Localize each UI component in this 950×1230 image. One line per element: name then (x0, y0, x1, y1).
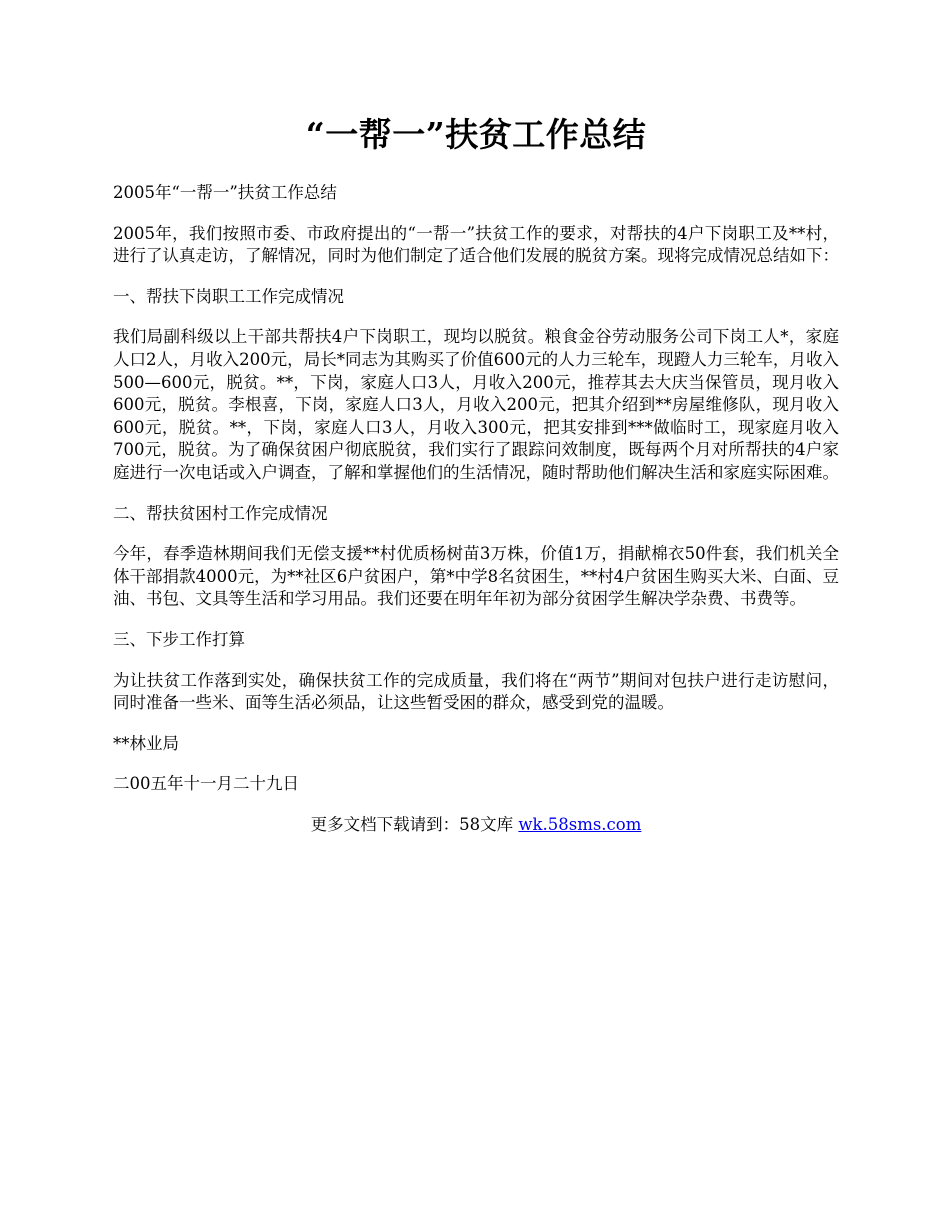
section3-heading: 三、下步工作打算 (113, 629, 245, 649)
section3-body: 为让扶贫工作落到实处，确保扶贫工作的完成质量，我们将在“两节”期间对包扶户进行走访慰问，同时准备一些米、面等生活必须品，让这些暂受困的群众，感受到党的温暖。 (113, 670, 839, 713)
download-footer (113, 814, 839, 837)
section2-heading: 二、帮扶贫困村工作完成情况 (113, 503, 328, 523)
footer-link[interactable]: wk.58sms.com (518, 814, 642, 834)
section1-body: 我们局副科级以上干部共帮扶4户下岗职工，现均以脱贫。粮食金谷劳动服务公司下岗工人*，家庭人口2人，月收入200元，局长*同志为其购买了价值600元的人力三轮车，现蹬人力三轮车，月收入500—600元，脱贫。**，下岗，家庭人口3人，月收入200元，推荐其去大庆当保管员，现月收入600元，脱贫。李根喜，下岗，家庭人口3人，月收入200元，把其介绍到**房屋维修队，现月收入600元，脱贫。**，下岗，家庭人口3人，月收入300元，把其安排到***做临时工，现家庭月收入700元，脱贫。为了确保贫困户彻底脱贫，我们实行了跟踪问效制度，既每两个月对所帮扶的4户家庭进行一次电话或入户调查，了解和掌握他们的生活情况，随时帮助他们解决生活和家庭实际困难。 (113, 327, 839, 482)
intro-paragraph: 2005年，我们按照市委、市政府提出的“一帮一”扶贫工作的要求，对帮扶的4户下岗职工及**村，进行了认真走访，了解情况，同时为他们制定了适合他们发展的脱贫方案。现将完成情况总结如下： (113, 223, 839, 266)
document-title: “一帮一”扶贫工作总结 (305, 115, 647, 154)
section2-body: 今年，春季造林期间我们无偿支援**村优质杨树苗3万株，价值1万，捐献棉衣50件套，我们机关全体干部捐款4000元，为**社区6户贫困户，第*中学8名贫困生，**村4户贫困生购买大米、白面、豆油、书包、文具等生活和学习用品。我们还要在明年年初为部分贫困学生解决学杂费、书费等。 (113, 544, 839, 609)
signature: **林业局 (113, 733, 179, 753)
document-date: 二00五年十一月二十九日 (113, 774, 299, 794)
section1-heading: 一、帮扶下岗职工工作完成情况 (113, 286, 344, 306)
document-subtitle: 2005年“一帮一”扶贫工作总结 (113, 183, 337, 202)
document-page (113, 110, 839, 836)
footer-prefix: 更多文档下载请到：58文库 (310, 814, 519, 834)
